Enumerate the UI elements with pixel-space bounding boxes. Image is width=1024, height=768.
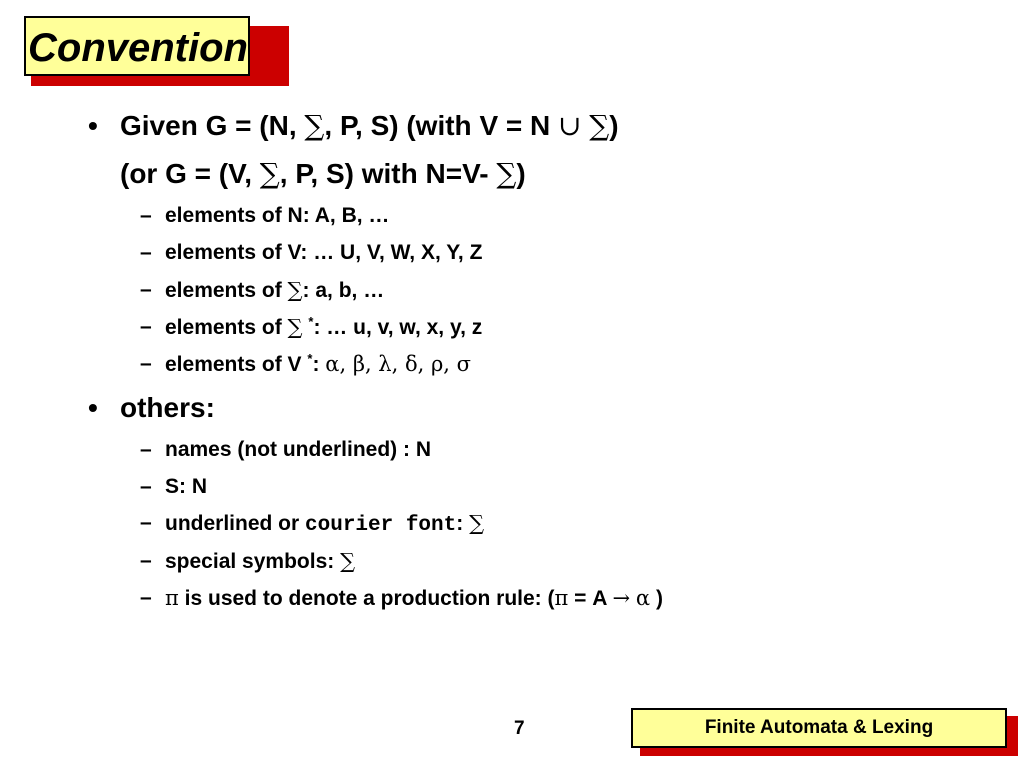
text-span: is used to denote a production rule: (	[178, 587, 555, 610]
sub-item	[165, 315, 482, 340]
text-span: (or G = (V,	[120, 158, 260, 189]
dash-marker: –	[140, 549, 152, 572]
sigma-symbol: ∑	[469, 511, 485, 535]
dash-marker: –	[140, 586, 152, 609]
bullet-2-heading: others:	[120, 392, 215, 423]
sigma-symbol: ∑	[287, 315, 303, 339]
sub-item: S: N	[165, 475, 207, 498]
sigma-symbol: ∑	[287, 278, 303, 302]
union-symbol: ∪	[558, 109, 582, 142]
dash-marker: –	[140, 278, 152, 301]
title-shadow-letter: n	[253, 36, 278, 80]
dash-marker: –	[140, 511, 152, 534]
greek-letters: α, β, λ, δ, ρ, σ	[325, 352, 471, 376]
dash-marker: –	[140, 204, 152, 227]
text-span: special symbols:	[165, 550, 341, 573]
text-span: :	[312, 353, 326, 376]
sigma-symbol: ∑	[340, 549, 356, 573]
page-title: Convention	[28, 26, 248, 70]
sub-item: elements of V: … U, V, W, X, Y, Z	[165, 241, 483, 264]
text-span: , P, S) (with V = N	[324, 110, 559, 141]
footer-label: Finite Automata & Lexing	[631, 708, 1007, 748]
text-span: elements of	[165, 279, 288, 302]
dash-marker: –	[140, 315, 152, 338]
kleene-star: *	[307, 351, 313, 366]
text-span: elements of	[165, 316, 288, 339]
sigma-symbol: ∑	[304, 109, 325, 142]
text-span: :	[456, 512, 470, 535]
arrow-symbol: →	[612, 586, 631, 610]
text-span: = A	[568, 587, 613, 610]
dash-marker: –	[140, 438, 152, 461]
text-span: )	[516, 158, 526, 189]
alpha-symbol: α	[635, 586, 651, 610]
sigma-symbol: ∑	[589, 109, 610, 142]
sub-item	[165, 549, 355, 574]
sub-item: names (not underlined) : N	[165, 438, 432, 461]
kleene-star: *	[308, 314, 314, 329]
bullet-marker: •	[88, 392, 98, 423]
sub-item	[165, 278, 384, 303]
sigma-symbol: ∑	[496, 157, 517, 190]
bullet-1-line-1	[120, 109, 619, 142]
dash-marker: –	[140, 475, 152, 498]
pi-symbol: π	[165, 586, 179, 610]
sub-item	[165, 352, 471, 377]
bullet-marker: •	[88, 110, 98, 141]
text-span: )	[609, 110, 619, 141]
sigma-symbol: ∑	[259, 157, 280, 190]
bullet-1-line-2	[120, 157, 526, 190]
dash-marker: –	[140, 352, 152, 375]
dash-marker: –	[140, 241, 152, 264]
text-span: : … u, v, w, x, y, z	[313, 316, 483, 339]
sub-item	[165, 586, 663, 611]
text-span: elements of V	[165, 353, 308, 376]
text-span: , P, S) with N=V-	[279, 158, 497, 189]
pi-symbol: π	[554, 586, 569, 610]
courier-font-sample: courier font	[305, 514, 457, 537]
text-span: )	[650, 587, 663, 610]
sub-item: elements of N: A, B, …	[165, 204, 390, 227]
text-span: underlined or	[165, 512, 306, 535]
text-span: Given G = (N,	[120, 110, 305, 141]
sub-item	[165, 511, 484, 537]
page-number: 7	[514, 718, 525, 739]
text-span: : a, b, …	[302, 279, 385, 302]
